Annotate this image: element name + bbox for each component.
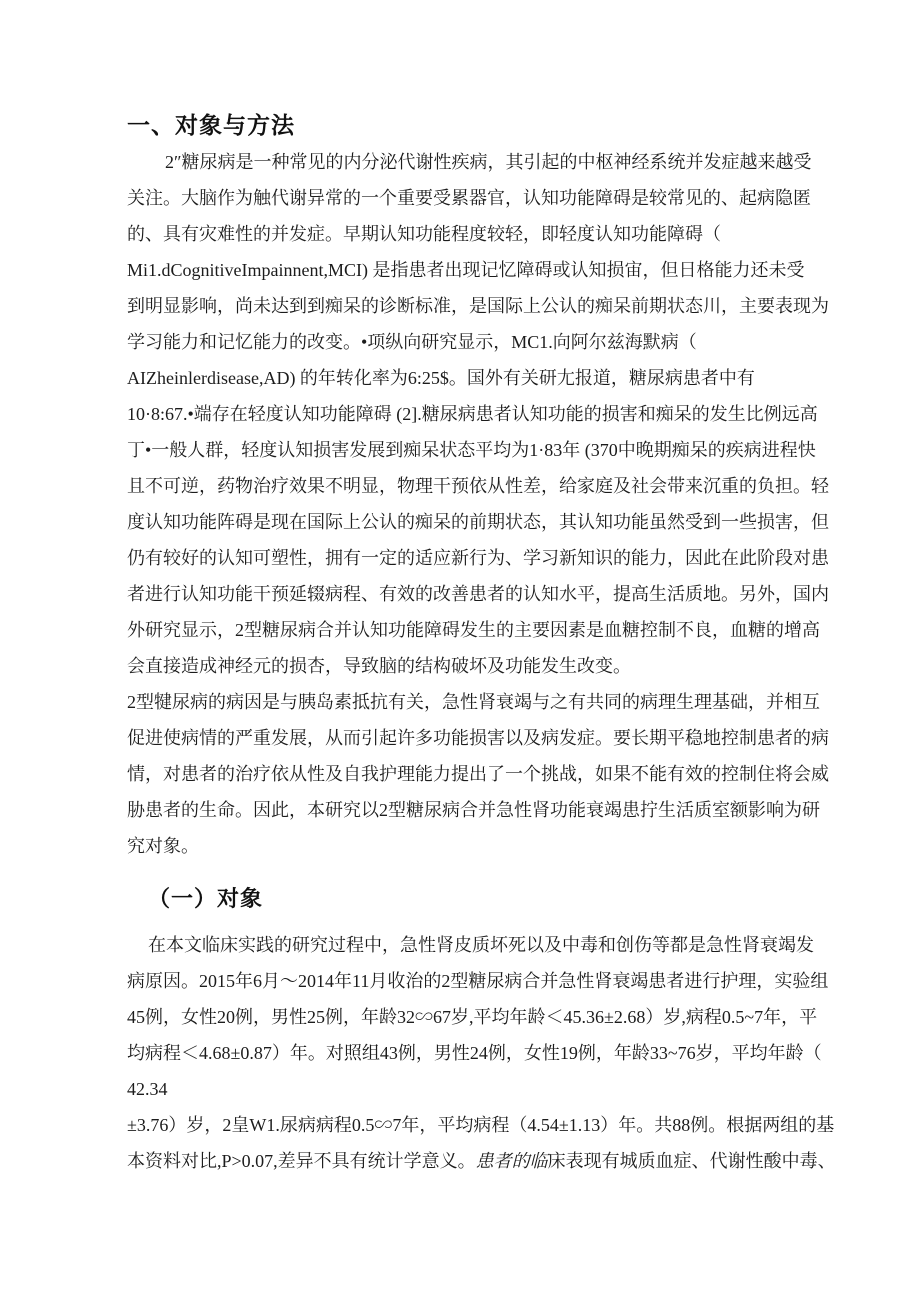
text-line: 在本文临床实践的研究过程中，急性肾皮质坏死以及中毒和创伤等都是急性肾衰竭发 (148, 935, 814, 955)
text-line: 究对象。 (127, 836, 199, 856)
text-line: 病原因。2015年6月～2014年11月收治的2型糖尿病合并急性肾衰竭患者进行护理，实验组 (127, 971, 829, 991)
text-line: 2″糖尿病是一种常见的内分泌代谢性疾病，其引起的中枢神经系统并发症越来越受 (165, 152, 812, 172)
text-line: 的、具有灾难性的并发症。早期认知功能程度较轻，即轻度认知功能障碍（ (127, 224, 721, 244)
text-line: 关注。大脑作为触代谢异常的一个重要受累器官，认知功能障碍是较常见的、起病隐匿 (127, 188, 811, 208)
text-line: 学习能力和记忆能力的改变。•项纵向研究显示，MC1.向阿尔兹海默病（ (127, 332, 697, 352)
text-line: 胁患者的生命。因此，本研究以2型糖尿病合并急性肾功能衰竭患拧生活质室额影响为研 (127, 800, 820, 820)
text-run: 本资料对比,P>0.07,差异不具有统计学意义。 (127, 1151, 476, 1171)
text-line: 均病程＜4.68±0.87）年。对照组43例，男性24例，女性19例，年龄33~76岁，平均年龄（ (127, 1043, 822, 1063)
text-line: 45例，女性20例，男性25例，年龄32∽67岁,平均年龄＜45.36±2.68）岁,病程0.5~7年，平 (127, 1007, 818, 1027)
section-heading-methods: 一、对象与方法 (127, 112, 295, 138)
text-line: 且不可逆，药物治疗效果不明显，物理干预依从性差，给家庭及社会带来沉重的负担。轻 (127, 476, 829, 496)
text-line: 度认知功能阵碍是现在国际上公认的痴呆的前期状态，其认知功能虽然受到一些损害，但 (127, 512, 829, 532)
text-run: 床表现有城质血症、代谢性酸中毒、 (547, 1151, 836, 1171)
text-line: 到明显影响，尚未达到到痴呆的诊断标准，是国际上公认的痴呆前期状态川，主要表现为 (127, 296, 829, 316)
paragraph-etiology (127, 684, 829, 864)
text-line: 促进使病情的严重发展，从而引起许多功能损害以及病发症。要长期平稳地控制患者的病 (127, 728, 829, 748)
text-line: 情，对患者的治疗依从性及自我护理能力提出了一个挑战，如果不能有效的控制住将会威 (127, 764, 829, 784)
text-line: ±3.76）岁，2皇W1.尿病病程0.5∽7年，平均病程（4.54±1.13）年。共88例。根据两组的基 (127, 1115, 835, 1135)
text-line: 外研究显示，2型糖尿病合并认知功能障碍发生的主要因素是血糖控制不良，血糖的增高 (127, 620, 820, 640)
section-heading-subjects: （一）对象 (148, 886, 264, 911)
text-line: 会直接造成神经元的损杏，导致脑的结构破坏及功能发生改变。 (127, 656, 631, 676)
paragraph-subjects (127, 927, 836, 1179)
text-line: 42.34 (127, 1079, 168, 1099)
text-line: 10·8:67.•端存在轻度认知功能障碍 (2].糖尿病患者认知功能的损害和痴呆的发生比例远高 (127, 404, 818, 424)
text-line: Mi1.dCognitiveImpainnent,MCI) 是指患者出现记忆障碍或认知损宙，但日格能力还未受 (127, 260, 805, 280)
text-line: AIZheinlerdisease,AD) 的年转化率为6:25$。国外有关研尢报道，糖尿病患者中有 (127, 368, 755, 388)
text-line: 仍有较好的认知可塑性，拥有一定的适应新行为、学习新知识的能力，因此在此阶段对患 (127, 548, 829, 568)
text-line: 者进行认知功能干预延辍病程、有效的改善患者的认知水平，提高生活质地。另外，国内 (127, 584, 829, 604)
text-line-mixed (127, 1143, 836, 1179)
text-line: 2型犍尿病的病因是与胰岛素抵抗有关，急性肾衰竭与之有共同的病理生理基础，并相互 (127, 692, 820, 712)
text-line: 丁•一般人群，轻度认知损害发展到痴呆状态平均为1·83年 (370中晚期痴呆的疾病进程快 (127, 440, 816, 460)
italic-text-run: 患者的临 (475, 1151, 548, 1171)
paragraph-intro (127, 144, 829, 684)
document-content (127, 110, 836, 1179)
